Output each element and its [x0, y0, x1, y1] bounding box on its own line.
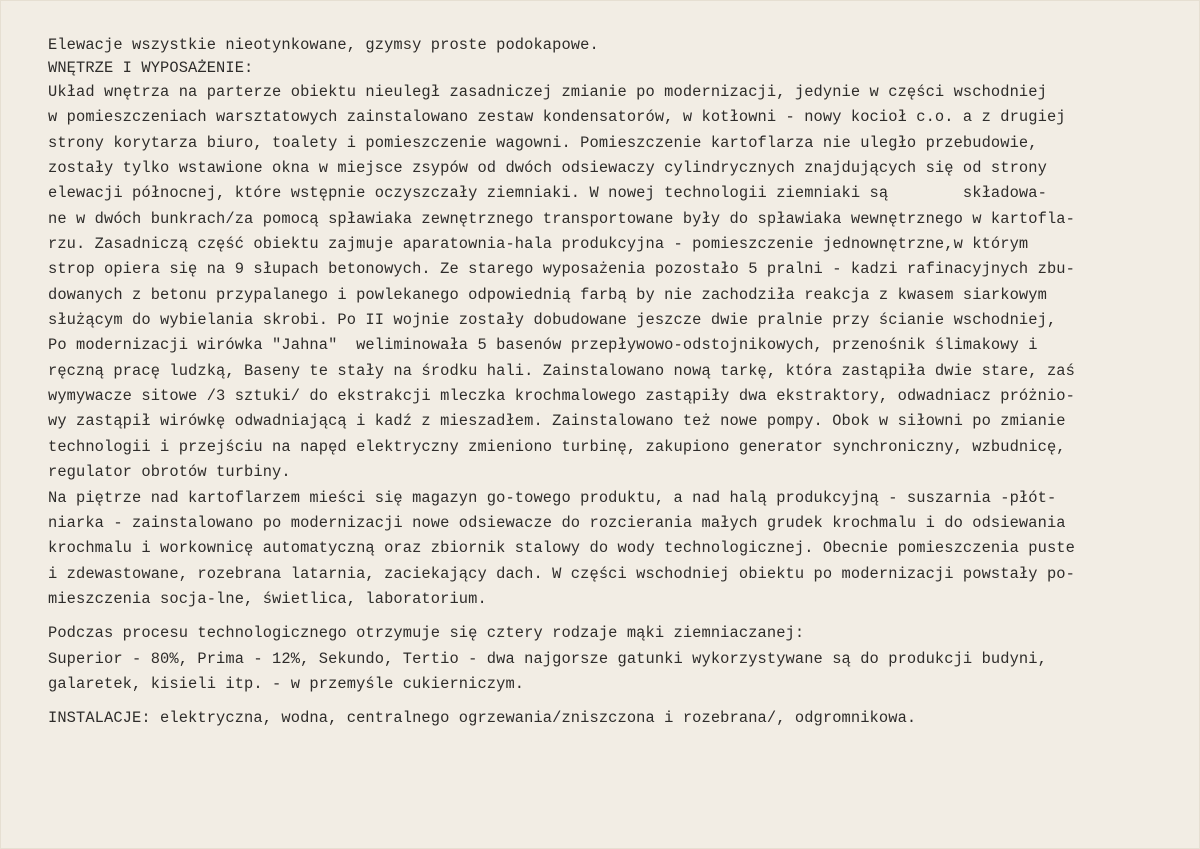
text-line: niarka - zainstalowano po modernizacji nowe odsiewacze do rozcierania małych grudek krochmalu i do odsiewania: [48, 514, 1066, 532]
text-line: ręczną pracę ludzką, Baseny te stały na środku hali. Zainstalowano nową tarkę, która zastąpiła dwie stare, zaś: [48, 362, 1075, 380]
text-line: wymywacze sitowe /3 sztuki/ do ekstrakcji mleczka krochmalowego zastąpiły dwa ekstraktory, odwadniacz próżnio-: [48, 387, 1075, 405]
text-line: ne w dwóch bunkrach/za pomocą spławiaka zewnętrznego transportowane były do spławiaka wewnętrznego w kartofla-: [48, 210, 1075, 228]
text-line: Układ wnętrza na parterze obiektu nieuległ zasadniczej zmianie po modernizacji, jedynie w części wschodniej: [48, 83, 1047, 101]
text-line: Na piętrze nad kartoflarzem mieści się magazyn go-towego produktu, a nad halą produkcyjną - suszarnia -płót-: [48, 489, 1057, 507]
text-line: i zdewastowane, rozebrana latarnia, zaciekający dach. W części wschodniej obiektu po modernizacji powstały po-: [48, 565, 1075, 583]
text-line: Podczas procesu technologicznego otrzymuje się cztery rodzaje mąki ziemniaczanej:: [48, 624, 805, 642]
text-line: zostały tylko wstawione okna w miejsce zsypów od dwóch odsiewaczy cylindrycznych znajdujących się od strony: [48, 159, 1047, 177]
text-line: rzu. Zasadniczą część obiektu zajmuje aparatownia-hala produkcyjna - pomieszczenie jednownętrzne,w którym: [48, 235, 1029, 253]
text-line: INSTALACJE: elektryczna, wodna, centralnego ogrzewania/zniszczona i rozebrana/, odgromnikowa.: [48, 709, 917, 727]
section-heading: WNĘTRZE I WYPOSAŻENIE:: [48, 59, 254, 77]
text-line: dowanych z betonu przypalanego i powlekanego odpowiednią farbą by nie zachodziła reakcja z kwasem siarkowym: [48, 286, 1047, 304]
text-line: Superior - 80%, Prima - 12%, Sekundo, Tertio - dwa najgorsze gatunki wykorzystywane są do produkcji budyni,: [48, 650, 1047, 668]
text-line: strony korytarza biuro, toalety i pomieszczenie wagowni. Pomieszczenie kartoflarza nie uległo przebudowie,: [48, 134, 1038, 152]
text-line: Elewacje wszystkie nieotynkowane, gzymsy proste podokapowe.: [48, 36, 599, 54]
text-line: technologii i przejściu na napęd elektryczny zmieniono turbinę, zakupiono generator synchroniczny, wzbudnicę,: [48, 438, 1066, 456]
text-line: elewacji północnej, które wstępnie oczyszczały ziemniaki. W nowej technologii ziemniaki są składowa-: [48, 184, 1047, 202]
text-line: Po modernizacji wirówka "Jahna" weliminowała 5 basenów przepływowo-odstojnikowych, przenośnik ślimakowy i: [48, 336, 1038, 354]
text-line: regulator obrotów turbiny.: [48, 463, 291, 481]
text-line: służącym do wybielania skrobi. Po II wojnie zostały dobudowane jeszcze dwie pralnie przy ścianie wschodniej,: [48, 311, 1057, 329]
text-line: mieszczenia socja-lne, świetlica, laboratorium.: [48, 590, 487, 608]
text-line: w pomieszczeniach warsztatowych zainstalowano zestaw kondensatorów, w kotłowni - nowy kocioł c.o. a z drugiej: [48, 108, 1066, 126]
text-line: strop opiera się na 9 słupach betonowych. Ze starego wyposażenia pozostało 5 pralni - kadzi rafinacyjnych zbu-: [48, 260, 1075, 278]
text-line: wy zastąpił wirówkę odwadniającą i kadź z mieszadłem. Zainstalowano też nowe pompy. Obok w siłowni po zmianie: [48, 412, 1066, 430]
text-line: galaretek, kisieli itp. - w przemyśle cukierniczym.: [48, 675, 525, 693]
text-line: krochmalu i workownicę automatyczną oraz zbiornik stalowy do wody technologicznej. Obecnie pomieszczenia puste: [48, 539, 1075, 557]
